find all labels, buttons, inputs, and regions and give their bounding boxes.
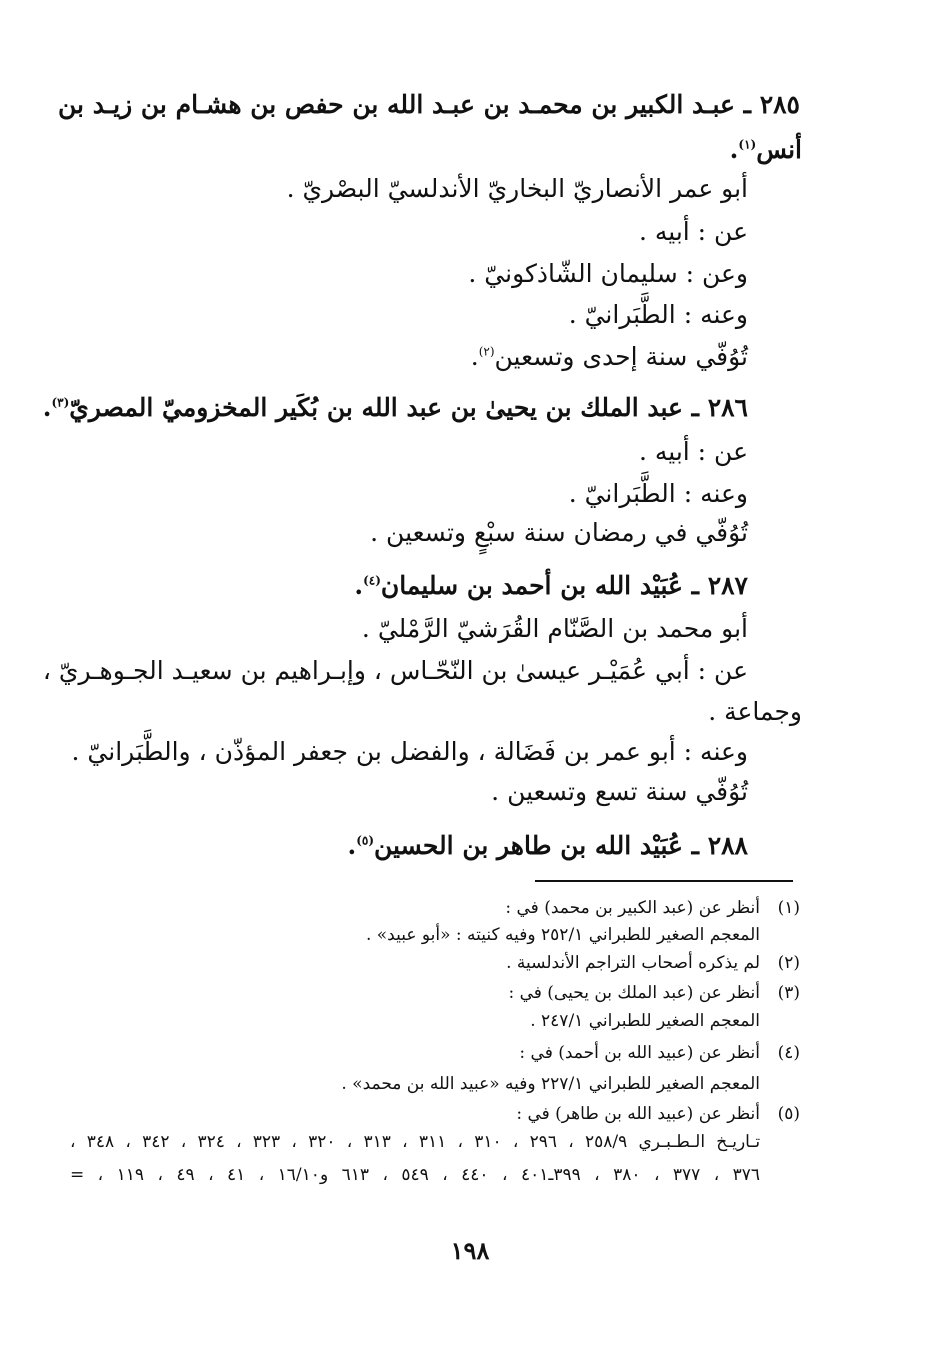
entry-285-death-text: تُوُفّي سنة إحدى وتسعين [494,342,748,371]
footnote-5-source-line2: ٣٧٦ ، ٣٧٧ ، ٣٨٠ ، ٣٩٩ـ٤٠١ ، ٤٤٠ ، ٥٤٩ ، ٦١٣ و١٦/١٠ ، ٤١ ، ٤٩ ، ١١٩ ، = [70,1165,761,1185]
entry-287-death: تُوُفّي سنة تسع وتسعين . [491,777,748,806]
footnote-ref: (١) [738,137,757,152]
footnote-3-source: المعجم الصغير للطبراني ٢٤٧/١ . [530,1011,760,1031]
entry-285-heading-end: . [729,135,739,164]
entry-285-heading-text: أنس [756,135,802,164]
entry-285-from-father: عن : أبيه . [638,217,748,246]
entry-287-students: وعنه : أبو عمر بن فَضَالة ، والفضل بن جعفر المؤذّن ، والطَّبَرانيّ . [71,737,748,766]
entry-287-heading [354,573,748,598]
entry-285-heading-line1: ٢٨٥ ـ عبـد الكبير بن محمـد بن عبـد الله بن حفص بن هشـام بن زيـد بن [58,90,800,119]
footnote-text: أنظر عن (عبد الملك بن يحيى) في : [508,983,760,1003]
entry-285-heading-line2 [730,137,802,162]
footnote-1-source: المعجم الصغير للطبراني ٢٥٢/١ وفيه كنيته : «أبو عبيد» . [365,925,760,945]
entry-285-from-teacher: وعن : سليمان الشّاذكونيّ . [468,259,748,288]
footnote-text: أنظر عن (عبيد الله بن طاهر) في : [516,1104,760,1124]
entry-287-teachers-line2: وجماعة . [708,697,802,726]
entry-288-heading [347,833,748,858]
entry-286-students: وعنه : الطَّبَرانيّ . [568,479,748,508]
footnote-2 [506,955,800,972]
footnote-4-source: المعجم الصغير للطبراني ٢٢٧/١ وفيه «عبيد الله بن محمد» . [341,1074,760,1094]
entry-286-heading-end: . [42,393,52,422]
entry-287-teachers-line1: عن : أبي عُمَيْـر عيسىٰ بن النّحّـاس ، وإبـراهيم بن سعيـد الجـوهـريّ ، [42,656,748,685]
footnote-number: (٣) [777,983,800,1003]
entry-285-students: وعنه : الطَّبَرانيّ . [568,300,748,329]
footnote-number: (٤) [777,1043,800,1063]
footnote-1 [505,900,800,917]
footnote-ref: (٥) [356,833,375,848]
entry-286-from-father: عن : أبيه . [638,437,748,466]
footnote-4 [519,1045,800,1062]
footnote-5-source-line1: تـاريـخ الـطـبـري ٢٥٨/٩ ، ٢٩٦ ، ٣١٠ ، ٣١١ ، ٣١٣ ، ٣٢٠ ، ٣٢٣ ، ٣٢٤ ، ٣٤٢ ، ٣٤٨ ، [70,1132,761,1152]
entry-288-heading-end: . [347,831,357,860]
entry-286-death: تُوُفّي في رمضان سنة سبْعٍ وتسعين . [370,518,748,547]
footnote-text: لم يذكره أصحاب التراجم الأندلسية . [506,953,760,973]
entry-285-death [471,344,748,369]
footnote-separator [535,880,793,882]
entry-286-heading [43,395,748,420]
entry-287-heading-text: ٢٨٧ ـ عُبَيْد الله بن أحمد بن سليمان [380,571,748,600]
footnote-number: (٥) [777,1104,800,1124]
footnote-number: (٢) [777,953,800,973]
footnote-ref: (٤) [363,573,381,588]
entry-287-kunya: أبو محمد بن الصَّنّام القُرَشيّ الرَّمْليّ . [361,614,748,643]
footnote-text: أنظر عن (عبيد الله بن أحمد) في : [519,1043,760,1063]
footnote-3 [508,985,800,1002]
footnote-5 [516,1106,800,1123]
footnote-number: (١) [777,898,800,918]
entry-287-heading-end: . [354,571,364,600]
entry-285-death-end: . [470,342,479,371]
entry-285-kunya: أبو عمر الأنصاريّ البخاريّ الأندلسيّ البصْريّ . [286,174,748,203]
page-number: ١٩٨ [450,1236,490,1265]
footnote-text: أنظر عن (عبد الكبير بن محمد) في : [505,898,760,918]
entry-286-heading-text: ٢٨٦ ـ عبد الملك بن يحيىٰ بن عبد الله بن بُكَير المخزوميّ المصريّ [69,393,748,422]
footnote-ref: (٣) [51,395,70,410]
footnote-ref: (٢) [478,344,495,359]
entry-288-heading-text: ٢٨٨ ـ عُبَيْد الله بن طاهر بن الحسين [374,831,748,860]
